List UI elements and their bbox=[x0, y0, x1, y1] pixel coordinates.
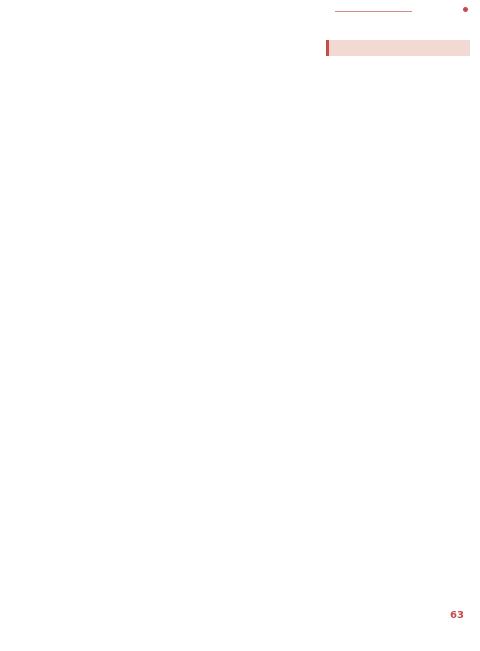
column-2 bbox=[170, 36, 314, 606]
column-3 bbox=[326, 36, 470, 606]
article-body bbox=[14, 36, 470, 606]
section-heading bbox=[326, 40, 470, 56]
header-dot-icon bbox=[463, 7, 468, 12]
page-number: 63 bbox=[450, 610, 464, 621]
column-1 bbox=[14, 36, 158, 606]
header-rule bbox=[335, 11, 412, 12]
